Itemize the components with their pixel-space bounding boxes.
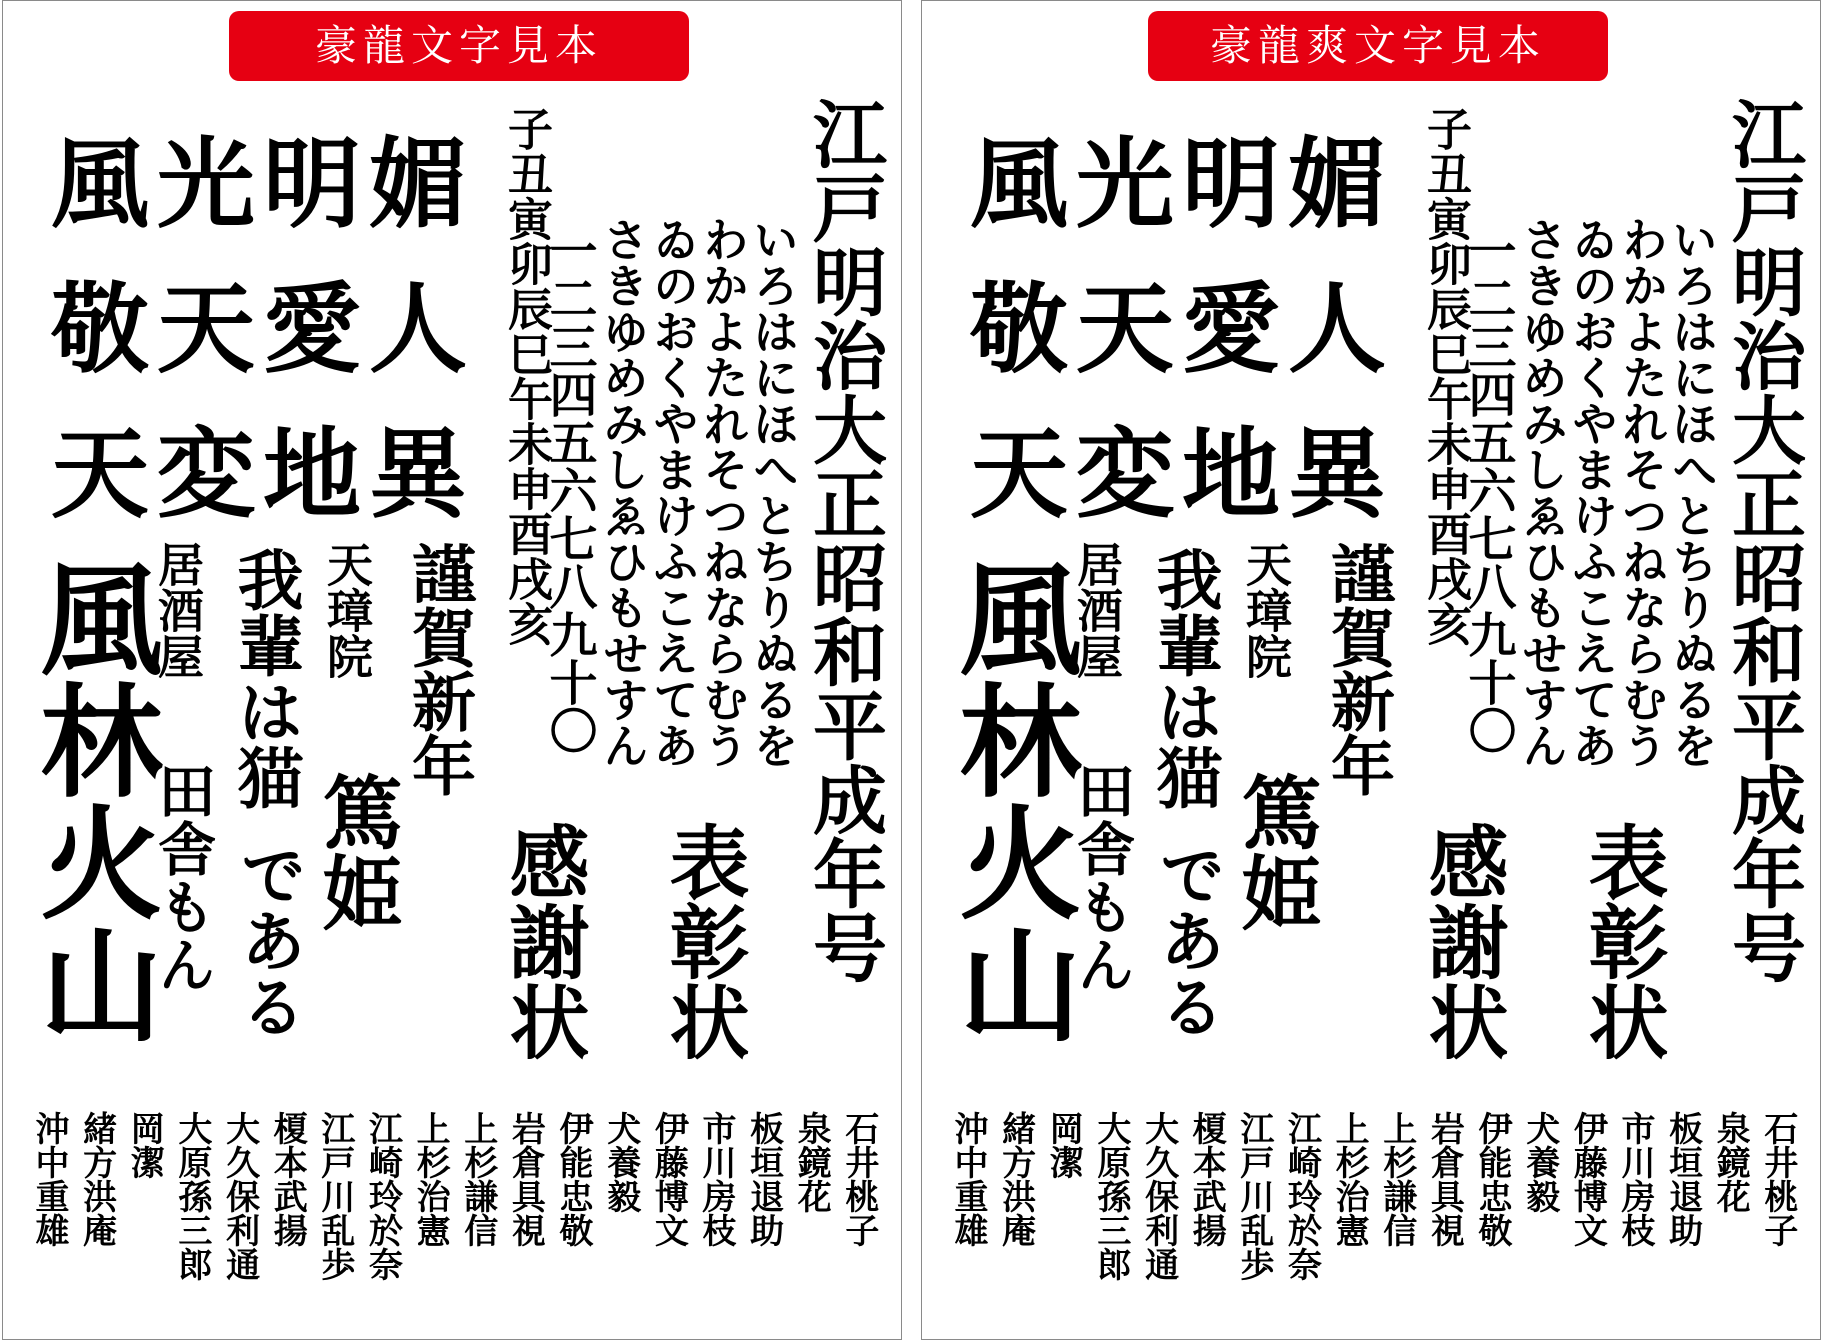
name-entry: 榎本武揚 <box>267 1111 308 1247</box>
name-entry: 市川房枝 <box>1614 1111 1655 1247</box>
inaka-mon: 田舎もん <box>148 761 216 993</box>
name-entry: 緒方洪庵 <box>995 1111 1036 1247</box>
iroha-line-1: いろはにほへとちりぬるを <box>1665 216 1719 768</box>
name-entry: 伊藤博文 <box>1567 1111 1608 1247</box>
name-entry: 石井桃子 <box>838 1111 879 1247</box>
neko-line-1: 我輩は猫 <box>226 546 304 810</box>
name-entry: 犬養毅 <box>600 1111 641 1213</box>
kinga-shinnen: 謹賀新年 <box>1320 541 1395 797</box>
name-entry: 板垣退助 <box>743 1111 784 1247</box>
iroha-line-2: わかよたれそつねならむう <box>696 216 750 768</box>
names-block <box>948 1111 1798 1331</box>
era-names: 江戸明治大正昭和平成年号 <box>1720 96 1806 984</box>
name-entry: 岩倉具視 <box>1424 1111 1465 1247</box>
name-entry: 市川房枝 <box>695 1111 736 1247</box>
iroha-line-4: さきゆめみしゑひもせすん <box>596 216 650 768</box>
name-entry: 江崎玲於奈 <box>1281 1111 1322 1281</box>
numbers-column: 一二三四五六七八九十〇 <box>1460 226 1516 754</box>
iroha-line-3: ゐのおくやまけふこえてあ <box>1565 216 1619 768</box>
name-entry: 泉鏡花 <box>1710 1111 1751 1213</box>
name-entry: 大原孫三郎 <box>171 1111 212 1281</box>
name-entry: 岡潔 <box>124 1111 165 1179</box>
tenshoin: 天璋院 <box>320 541 374 679</box>
name-entry: 上杉謙信 <box>1376 1111 1417 1247</box>
hyoushoujou: 表彰状 <box>1575 821 1669 1061</box>
neko-line-2: である <box>229 841 307 1039</box>
iroha-line-3: ゐのおくやまけふこえてあ <box>646 216 700 768</box>
tenshoin: 天璋院 <box>1239 541 1293 679</box>
name-entry: 緒方洪庵 <box>76 1111 117 1247</box>
name-entry: 犬養毅 <box>1519 1111 1560 1213</box>
name-entry: 沖中重雄 <box>29 1111 69 1247</box>
specimen-panel-gouryu <box>2 0 902 1340</box>
name-entry: 伊藤博文 <box>648 1111 689 1247</box>
name-entry: 泉鏡花 <box>791 1111 832 1213</box>
atsuhime: 篤姫 <box>1228 771 1322 931</box>
name-entry: 石井桃子 <box>1757 1111 1798 1247</box>
name-entry: 榎本武揚 <box>1186 1111 1227 1247</box>
kinga-shinnen: 謹賀新年 <box>401 541 476 797</box>
big-row-1: 風光明媚 <box>969 127 1394 242</box>
iroha-line-1: いろはにほへとちりぬるを <box>746 216 800 768</box>
atsuhime: 篤姫 <box>309 771 403 931</box>
big-row-2: 敬天愛人 <box>50 272 475 387</box>
specimen-panel-gouryusou <box>921 0 1821 1340</box>
neko-line-1: 我輩は猫 <box>1145 546 1223 810</box>
name-entry: 上杉治憲 <box>1329 1111 1370 1247</box>
big-row-3: 天変地異 <box>50 417 475 532</box>
name-entry: 大久保利通 <box>219 1111 260 1281</box>
fuurinkazan: 風林火山 <box>939 556 1083 1044</box>
name-entry: 江戸川乱歩 <box>1233 1111 1274 1281</box>
name-entry: 伊能忠敬 <box>553 1111 594 1247</box>
specimen-title: 豪龍爽文字見本 <box>1148 11 1608 81</box>
name-entry: 大久保利通 <box>1138 1111 1179 1281</box>
name-entry: 岩倉具視 <box>505 1111 546 1247</box>
izakaya: 居酒屋 <box>1070 541 1124 679</box>
fuurinkazan: 風林火山 <box>20 556 164 1044</box>
kanshajou: 感謝状 <box>496 821 590 1061</box>
numbers-column: 一二三四五六七八九十〇 <box>541 226 597 754</box>
name-entry: 伊能忠敬 <box>1472 1111 1513 1247</box>
big-row-1: 風光明媚 <box>50 127 475 242</box>
zodiac-column: 子丑寅卯辰巳午未申酉戌亥 <box>1419 106 1472 646</box>
big-row-3: 天変地異 <box>969 417 1394 532</box>
name-entry: 板垣退助 <box>1662 1111 1703 1247</box>
iroha-line-2: わかよたれそつねならむう <box>1615 216 1669 768</box>
name-entry: 江戸川乱歩 <box>314 1111 355 1281</box>
big-row-2: 敬天愛人 <box>969 272 1394 387</box>
names-block <box>29 1111 879 1331</box>
era-names: 江戸明治大正昭和平成年号 <box>801 96 887 984</box>
kanshajou: 感謝状 <box>1415 821 1509 1061</box>
izakaya: 居酒屋 <box>151 541 205 679</box>
name-entry: 江崎玲於奈 <box>362 1111 403 1281</box>
name-entry: 上杉謙信 <box>457 1111 498 1247</box>
hyoushoujou: 表彰状 <box>656 821 750 1061</box>
name-entry: 大原孫三郎 <box>1090 1111 1131 1281</box>
name-entry: 沖中重雄 <box>948 1111 988 1247</box>
specimen-title: 豪龍文字見本 <box>229 11 689 81</box>
name-entry: 岡潔 <box>1043 1111 1084 1179</box>
iroha-line-4: さきゆめみしゑひもせすん <box>1515 216 1569 768</box>
name-entry: 上杉治憲 <box>410 1111 451 1247</box>
neko-line-2: である <box>1148 841 1226 1039</box>
inaka-mon: 田舎もん <box>1067 761 1135 993</box>
zodiac-column: 子丑寅卯辰巳午未申酉戌亥 <box>500 106 553 646</box>
